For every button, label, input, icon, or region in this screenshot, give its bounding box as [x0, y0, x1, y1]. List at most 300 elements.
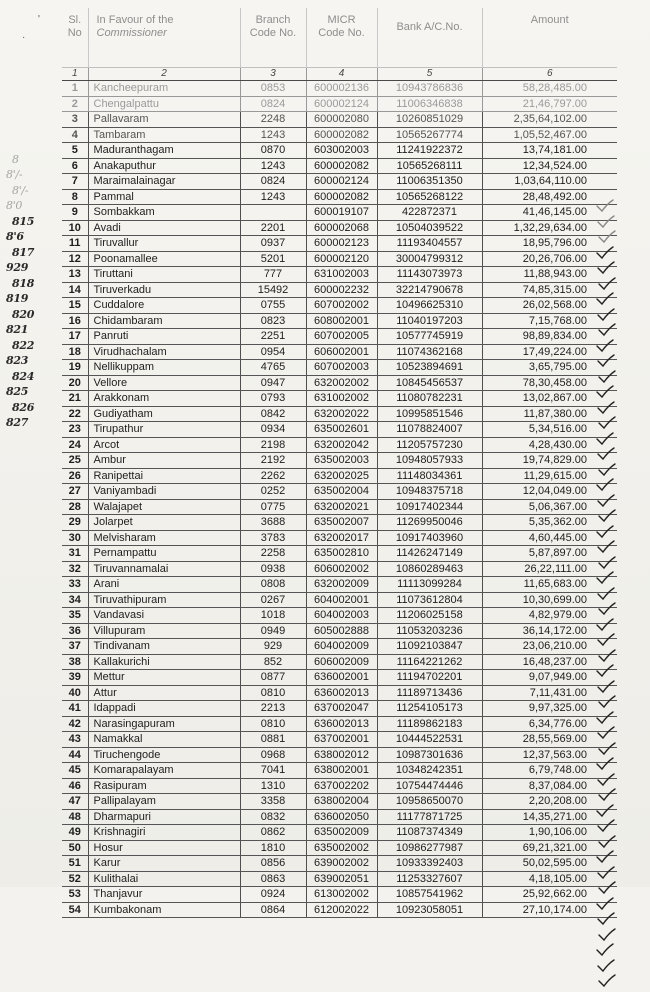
sl-cell: 42 — [62, 716, 88, 732]
table-row — [62, 577, 617, 593]
table-row — [62, 453, 617, 469]
amount-cell: 11,29,615.00 — [482, 468, 617, 484]
amount-cell: 26,22,111.00 — [482, 561, 617, 577]
branch-code-cell: 0252 — [240, 484, 306, 500]
micr-code-cell: 600002080 — [306, 112, 377, 128]
amount-cell: 17,49,224.00 — [482, 344, 617, 360]
micr-code-cell: 631002003 — [306, 267, 377, 283]
sl-cell: 34 — [62, 592, 88, 608]
micr-code-cell: 635002601 — [306, 422, 377, 438]
branch-code-cell: 2198 — [240, 437, 306, 453]
margin-note: 819 — [6, 292, 29, 305]
commissioner-name-cell: Arcot — [88, 437, 240, 453]
account-number-cell: 11241922372 — [377, 143, 482, 159]
table-row — [62, 220, 617, 236]
stray-mark: · — [22, 32, 26, 43]
micr-code-cell: 600002082 — [306, 158, 377, 174]
micr-code-cell: 638002004 — [306, 794, 377, 810]
account-number-cell: 11269950046 — [377, 515, 482, 531]
account-number-cell: 11254105173 — [377, 701, 482, 717]
micr-code-cell: 613002002 — [306, 887, 377, 903]
commissioner-name-cell: Hosur — [88, 840, 240, 856]
branch-code-cell: 3688 — [240, 515, 306, 531]
column-number: 6 — [482, 68, 617, 81]
micr-code-cell: 638002012 — [306, 747, 377, 763]
table-row — [62, 794, 617, 810]
micr-code-cell: 636002050 — [306, 809, 377, 825]
column-number: 1 — [62, 68, 88, 81]
commissioner-name-cell: Pallavaram — [88, 112, 240, 128]
amount-cell: 2,20,208.00 — [482, 794, 617, 810]
tick-icon — [596, 525, 614, 537]
header-in-favour: In Favour of the Commissioner — [88, 8, 240, 68]
tick-icon — [597, 912, 615, 924]
branch-code-cell: 1810 — [240, 840, 306, 856]
amount-cell: 11,88,943.00 — [482, 267, 617, 283]
table-row — [62, 360, 617, 376]
tick-icon — [597, 866, 615, 878]
commissioner-name-cell: Kancheepuram — [88, 81, 240, 97]
account-number-cell: 10565268111 — [377, 158, 482, 174]
commissioner-name-cell: Cuddalore — [88, 298, 240, 314]
account-number-cell: 30004799312 — [377, 251, 482, 267]
micr-code-cell: 637002001 — [306, 732, 377, 748]
branch-code-cell: 0824 — [240, 96, 306, 112]
amount-cell: 16,48,237.00 — [482, 654, 617, 670]
column-number: 3 — [240, 68, 306, 81]
margin-note: 817 — [12, 246, 35, 259]
tick-icon — [598, 695, 616, 707]
amount-cell: 4,18,105.00 — [482, 871, 617, 887]
tick-icon — [596, 292, 614, 304]
column-number: 5 — [377, 68, 482, 81]
margin-note: 824 — [12, 370, 35, 383]
amount-cell: 9,97,325.00 — [482, 701, 617, 717]
micr-code-cell: 600002068 — [306, 220, 377, 236]
account-number-cell: 11113099284 — [377, 577, 482, 593]
commissioner-name-cell: Pernampattu — [88, 546, 240, 562]
table-row — [62, 592, 617, 608]
tick-icon — [598, 602, 616, 614]
commissioner-name-cell: Gudiyatham — [88, 406, 240, 422]
margin-note: 821 — [6, 323, 29, 336]
micr-code-cell: 600002232 — [306, 282, 377, 298]
sl-cell: 28 — [62, 499, 88, 515]
account-number-cell: 11189862183 — [377, 716, 482, 732]
tick-icon — [596, 618, 614, 630]
commissioner-name-cell: Tiruvannamalai — [88, 561, 240, 577]
micr-code-cell: 607002002 — [306, 298, 377, 314]
table-row — [62, 685, 617, 701]
micr-code-cell: 639002002 — [306, 856, 377, 872]
tick-icon — [596, 385, 614, 397]
micr-code-cell: 637002202 — [306, 778, 377, 794]
commissioner-name-cell: Tiruttani — [88, 267, 240, 283]
amount-cell: 6,79,748.00 — [482, 763, 617, 779]
sl-cell: 39 — [62, 670, 88, 686]
amount-cell: 41,46,145.00 — [482, 205, 617, 221]
sl-cell: 27 — [62, 484, 88, 500]
amount-cell: 18,95,796.00 — [482, 236, 617, 252]
amount-cell: 8,37,084.00 — [482, 778, 617, 794]
amount-cell: 5,35,362.00 — [482, 515, 617, 531]
table-row — [62, 654, 617, 670]
branch-code-cell: 0853 — [240, 81, 306, 97]
margin-note: 8'6 — [6, 230, 24, 243]
sl-cell: 1 — [62, 81, 88, 97]
account-number-cell: 11092103847 — [377, 639, 482, 655]
tick-icon — [598, 230, 616, 242]
amount-cell: 4,82,979.00 — [482, 608, 617, 624]
amount-cell: 58,28,485.00 — [482, 81, 617, 97]
micr-code-cell: 612002022 — [306, 902, 377, 918]
branch-code-cell: 0755 — [240, 298, 306, 314]
commissioner-name-cell: Chidambaram — [88, 313, 240, 329]
sl-cell: 41 — [62, 701, 88, 717]
branch-code-cell: 777 — [240, 267, 306, 283]
amount-cell: 13,74,181.00 — [482, 143, 617, 159]
table-row — [62, 96, 617, 112]
sl-cell: 23 — [62, 422, 88, 438]
amount-cell: 13,02,867.00 — [482, 391, 617, 407]
account-number-cell: 10523894691 — [377, 360, 482, 376]
amount-cell: 5,34,516.00 — [482, 422, 617, 438]
margin-note: 825 — [6, 385, 29, 398]
branch-code-cell: 0810 — [240, 685, 306, 701]
micr-code-cell: 605002888 — [306, 623, 377, 639]
micr-code-cell: 600002123 — [306, 236, 377, 252]
micr-code-cell: 632002022 — [306, 406, 377, 422]
account-number-cell: 10565268122 — [377, 189, 482, 205]
commissioner-name-cell: Komarapalayam — [88, 763, 240, 779]
sl-cell: 31 — [62, 546, 88, 562]
column-number: 2 — [88, 68, 240, 81]
table-row — [62, 840, 617, 856]
table-row — [62, 391, 617, 407]
account-number-cell: 10917402344 — [377, 499, 482, 515]
sl-cell: 26 — [62, 468, 88, 484]
branch-code-cell: 0810 — [240, 716, 306, 732]
table-row — [62, 437, 617, 453]
amount-cell: 2,35,64,102.00 — [482, 112, 617, 128]
tick-icon — [596, 571, 614, 583]
tick-icon — [597, 215, 615, 227]
table-row — [62, 282, 617, 298]
amount-cell: 4,28,430.00 — [482, 437, 617, 453]
commissioner-name-cell: Panruti — [88, 329, 240, 345]
branch-code-cell: 0949 — [240, 623, 306, 639]
sl-cell: 21 — [62, 391, 88, 407]
sl-cell: 54 — [62, 902, 88, 918]
commissioner-name-cell: Tiruvallur — [88, 236, 240, 252]
amount-cell: 1,03,64,110.00 — [482, 174, 617, 190]
commissioner-name-cell: Rasipuram — [88, 778, 240, 794]
commissioner-name-cell: Walajapet — [88, 499, 240, 515]
micr-code-cell: 632002042 — [306, 437, 377, 453]
amount-cell: 7,15,768.00 — [482, 313, 617, 329]
tick-icon — [598, 742, 616, 754]
branch-code-cell: 0864 — [240, 902, 306, 918]
branch-code-cell: 1243 — [240, 158, 306, 174]
branch-code-cell: 0824 — [240, 174, 306, 190]
table-row — [62, 174, 617, 190]
table-row — [62, 608, 617, 624]
account-number-cell: 10987301636 — [377, 747, 482, 763]
branch-code-cell: 2192 — [240, 453, 306, 469]
commissioner-name-cell: Tiruvathipuram — [88, 592, 240, 608]
margin-note: 8'/- — [6, 168, 23, 181]
account-number-cell: 11253327607 — [377, 871, 482, 887]
commissioner-name-cell: Vandavasi — [88, 608, 240, 624]
commissioner-name-cell: Arakkonam — [88, 391, 240, 407]
branch-code-cell: 3783 — [240, 530, 306, 546]
commissioner-name-cell: Arani — [88, 577, 240, 593]
tick-icon — [596, 711, 614, 723]
micr-code-cell: 606002002 — [306, 561, 377, 577]
micr-code-cell: 604002009 — [306, 639, 377, 655]
tick-icon — [597, 401, 615, 413]
commissioner-name-cell: Virudhachalam — [88, 344, 240, 360]
commissioner-name-cell: Kumbakonam — [88, 902, 240, 918]
table-row — [62, 484, 617, 500]
account-number-cell: 11193404557 — [377, 236, 482, 252]
tick-icon — [596, 478, 614, 490]
table-body — [62, 81, 617, 918]
account-number-cell: 11164221262 — [377, 654, 482, 670]
tick-icon — [598, 370, 616, 382]
amount-cell: 12,34,524.00 — [482, 158, 617, 174]
tick-icon — [597, 261, 615, 273]
table-row — [62, 344, 617, 360]
tick-icon — [597, 540, 615, 552]
micr-code-cell: 635002004 — [306, 484, 377, 500]
table-row — [62, 670, 617, 686]
branch-code-cell: 0870 — [240, 143, 306, 159]
table-row — [62, 763, 617, 779]
sl-cell: 5 — [62, 143, 88, 159]
commissioner-name-cell: Poonamallee — [88, 251, 240, 267]
tick-icon — [598, 416, 616, 428]
sl-cell: 47 — [62, 794, 88, 810]
sl-cell: 24 — [62, 437, 88, 453]
table-row — [62, 406, 617, 422]
table-row — [62, 158, 617, 174]
micr-code-cell: 635002003 — [306, 453, 377, 469]
micr-code-cell: 600002082 — [306, 189, 377, 205]
commissioner-name-cell: Krishnagiri — [88, 825, 240, 841]
sl-cell: 52 — [62, 871, 88, 887]
sl-cell: 49 — [62, 825, 88, 841]
table-row — [62, 809, 617, 825]
account-number-cell: 10948375718 — [377, 484, 482, 500]
account-number-cell: 10348242351 — [377, 763, 482, 779]
account-number-cell: 11080782231 — [377, 391, 482, 407]
table-row — [62, 236, 617, 252]
commissioner-name-cell: Vellore — [88, 375, 240, 391]
account-number-cell: 10948057933 — [377, 453, 482, 469]
table-row — [62, 205, 617, 221]
commissioner-name-cell: Karur — [88, 856, 240, 872]
amount-cell: 1,05,52,467.00 — [482, 127, 617, 143]
amount-cell: 69,21,321.00 — [482, 840, 617, 856]
branch-code-cell: 3358 — [240, 794, 306, 810]
sl-cell: 50 — [62, 840, 88, 856]
branch-code-cell — [240, 205, 306, 221]
tick-icon — [598, 556, 616, 568]
account-number-cell: 10860289463 — [377, 561, 482, 577]
commissioner-name-cell: Kallakurichi — [88, 654, 240, 670]
branch-code-cell: 0793 — [240, 391, 306, 407]
table-row — [62, 716, 617, 732]
table-row — [62, 546, 617, 562]
account-number-cell: 10577745919 — [377, 329, 482, 345]
header-branch-code: Branch Code No. — [240, 8, 306, 68]
commissioner-name-cell: Idappadi — [88, 701, 240, 717]
commissioner-name-cell: Vaniyambadi — [88, 484, 240, 500]
commissioner-name-cell: Tindivanam — [88, 639, 240, 655]
table-row — [62, 422, 617, 438]
account-number-cell: 11073612804 — [377, 592, 482, 608]
tick-icon — [598, 649, 616, 661]
sl-cell: 19 — [62, 360, 88, 376]
amount-cell: 98,89,834.00 — [482, 329, 617, 345]
commissioner-name-cell: Maraimalainagar — [88, 174, 240, 190]
table-row — [62, 778, 617, 794]
branch-code-cell: 0267 — [240, 592, 306, 608]
amount-cell: 11,87,380.00 — [482, 406, 617, 422]
amount-cell: 3,65,795.00 — [482, 360, 617, 376]
commissioner-name-cell: Tambaram — [88, 127, 240, 143]
amount-cell: 5,06,367.00 — [482, 499, 617, 515]
account-number-cell: 11194702201 — [377, 670, 482, 686]
table-row — [62, 623, 617, 639]
sl-cell: 4 — [62, 127, 88, 143]
tick-icon — [597, 633, 615, 645]
amount-cell: 9,07,949.00 — [482, 670, 617, 686]
tick-icon — [596, 804, 614, 816]
table-row — [62, 267, 617, 283]
amount-cell: 50,02,595.00 — [482, 856, 617, 872]
account-number-cell: 10917403960 — [377, 530, 482, 546]
sl-cell: 30 — [62, 530, 88, 546]
table-row — [62, 189, 617, 205]
account-number-cell: 11006346838 — [377, 96, 482, 112]
margin-note: 827 — [6, 416, 29, 429]
table-row — [62, 701, 617, 717]
account-number-cell: 11177871725 — [377, 809, 482, 825]
margin-note: 823 — [6, 354, 29, 367]
commissioner-name-cell: Tiruchengode — [88, 747, 240, 763]
micr-code-cell: 600002124 — [306, 96, 377, 112]
account-number-cell: 32214790678 — [377, 282, 482, 298]
amount-cell: 25,92,662.00 — [482, 887, 617, 903]
commissioner-name-cell: Kulithalai — [88, 871, 240, 887]
branch-code-cell: 0863 — [240, 871, 306, 887]
tick-icon — [597, 819, 615, 831]
header-micr-code: MICR Code No. — [306, 8, 377, 68]
account-number-cell: 10943786836 — [377, 81, 482, 97]
commissioner-name-cell: Chengalpattu — [88, 96, 240, 112]
commissioner-name-cell: Sombakkam — [88, 205, 240, 221]
margin-note: 826 — [12, 401, 35, 414]
branch-code-cell: 1018 — [240, 608, 306, 624]
table-row — [62, 298, 617, 314]
tick-icon — [596, 339, 614, 351]
account-number-cell: 11189713436 — [377, 685, 482, 701]
table-row — [62, 375, 617, 391]
commissioner-name-cell: Narasingapuram — [88, 716, 240, 732]
tick-icon — [596, 897, 614, 909]
tick-icon — [597, 308, 615, 320]
amount-cell: 27,10,174.00 — [482, 902, 617, 918]
branch-code-cell: 0823 — [240, 313, 306, 329]
sl-cell: 35 — [62, 608, 88, 624]
margin-note: 820 — [12, 308, 35, 321]
table-header-row — [62, 8, 617, 68]
margin-note: 8 — [12, 153, 19, 166]
amount-cell: 36,14,172.00 — [482, 623, 617, 639]
table-row — [62, 143, 617, 159]
micr-code-cell: 635002007 — [306, 515, 377, 531]
tick-icon — [596, 246, 614, 258]
micr-code-cell: 600019107 — [306, 205, 377, 221]
margin-note: 818 — [12, 277, 35, 290]
micr-code-cell: 639002051 — [306, 871, 377, 887]
micr-code-cell: 604002001 — [306, 592, 377, 608]
account-number-cell: 11053203236 — [377, 623, 482, 639]
account-number-cell: 10754474446 — [377, 778, 482, 794]
margin-note: 8'0 — [6, 199, 23, 212]
account-number-cell: 11087374349 — [377, 825, 482, 841]
commissioner-name-cell: Villupuram — [88, 623, 240, 639]
commissioner-remittance-sheet — [62, 8, 617, 918]
micr-code-cell: 600002136 — [306, 81, 377, 97]
branch-code-cell: 0862 — [240, 825, 306, 841]
micr-code-cell: 607002005 — [306, 329, 377, 345]
branch-code-cell: 1243 — [240, 189, 306, 205]
table-row — [62, 561, 617, 577]
sl-cell: 40 — [62, 685, 88, 701]
micr-code-cell: 636002013 — [306, 685, 377, 701]
account-number-cell: 10986277987 — [377, 840, 482, 856]
tick-icon — [598, 323, 616, 335]
amount-cell: 26,02,568.00 — [482, 298, 617, 314]
sl-cell: 12 — [62, 251, 88, 267]
micr-code-cell: 608002001 — [306, 313, 377, 329]
amount-cell: 19,74,829.00 — [482, 453, 617, 469]
micr-code-cell: 632002009 — [306, 577, 377, 593]
sl-cell: 29 — [62, 515, 88, 531]
commissioner-name-cell: Thanjavur — [88, 887, 240, 903]
branch-code-cell: 0808 — [240, 577, 306, 593]
commissioner-name-cell: Tiruverkadu — [88, 282, 240, 298]
sl-cell: 43 — [62, 732, 88, 748]
amount-cell: 7,11,431.00 — [482, 685, 617, 701]
branch-code-cell: 0938 — [240, 561, 306, 577]
tick-icon — [598, 277, 616, 289]
column-number-row — [62, 68, 617, 81]
sl-cell: 15 — [62, 298, 88, 314]
sl-cell: 22 — [62, 406, 88, 422]
branch-code-cell: 5201 — [240, 251, 306, 267]
branch-code-cell: 2262 — [240, 468, 306, 484]
margin-note: 8'/- — [12, 184, 29, 197]
table-row — [62, 112, 617, 128]
commissioner-name-cell: Maduranthagam — [88, 143, 240, 159]
micr-code-cell: 636002001 — [306, 670, 377, 686]
micr-code-cell: 606002001 — [306, 344, 377, 360]
commissioner-name-cell: Pallipalayam — [88, 794, 240, 810]
